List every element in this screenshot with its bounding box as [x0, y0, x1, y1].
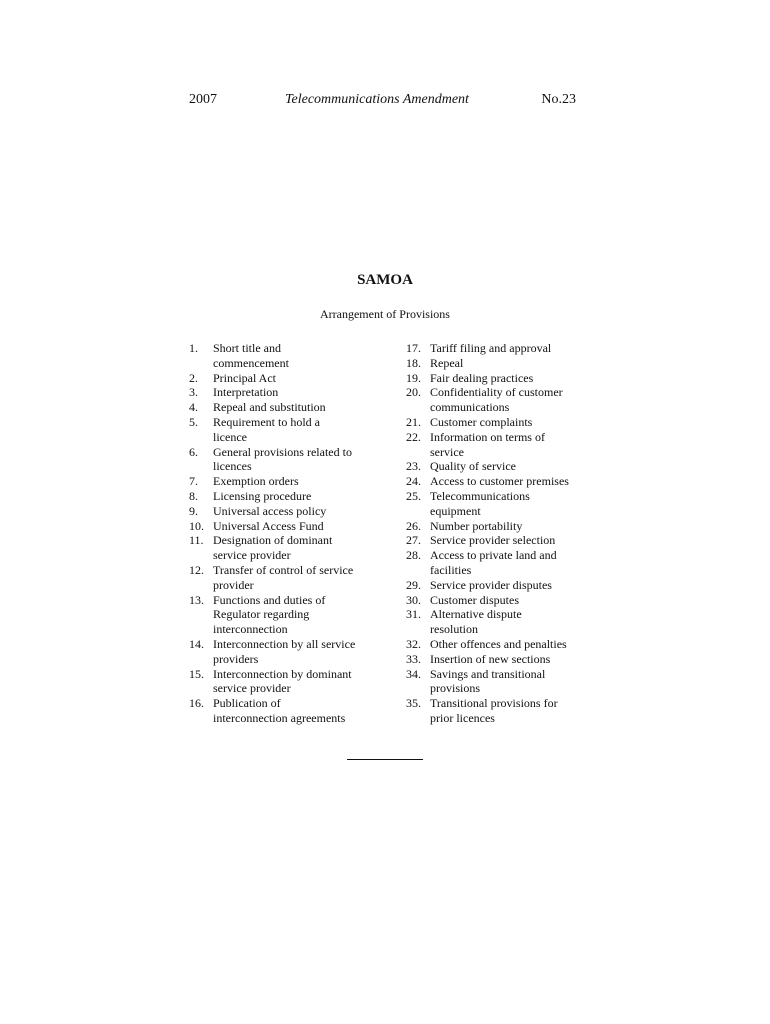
header-year: 2007 [189, 92, 217, 107]
header-title: Telecommunications Amendment [285, 92, 469, 107]
provision-title-line: service provider [213, 681, 291, 696]
provision-number: 18. [406, 355, 421, 370]
provision-number: 16. [189, 696, 204, 711]
provision-title-line: Customer complaints [430, 414, 533, 429]
provision-number: 22. [406, 429, 421, 444]
provision-item [406, 607, 586, 637]
provision-item [189, 637, 369, 667]
provision-title-line: Designation of dominant [213, 533, 333, 548]
provision-number: 32. [406, 636, 421, 651]
provision-title [213, 667, 369, 697]
provision-title [430, 548, 586, 578]
provision-item [406, 385, 586, 415]
provision-title-line: Alternative dispute [430, 607, 522, 622]
provision-item [189, 696, 369, 726]
provision-title-line: Transitional provisions for [430, 696, 558, 711]
provision-number: 7. [189, 474, 198, 489]
provision-title-line: Exemption orders [213, 474, 299, 489]
provision-number: 4. [189, 400, 198, 415]
provision-title [430, 696, 586, 726]
provision-title-line: Universal access policy [213, 503, 327, 518]
provision-title-line: Confidentiality of customer [430, 385, 563, 400]
provision-title [430, 356, 586, 371]
country-heading: SAMOA [357, 272, 413, 288]
provision-title [430, 593, 586, 608]
provision-title [213, 637, 369, 667]
provision-title-line: service [430, 444, 464, 459]
provision-title [213, 341, 369, 371]
provision-title-line: providers [213, 651, 259, 666]
page-header [189, 92, 576, 114]
provision-number: 23. [406, 459, 421, 474]
provision-title-line: Tariff filing and approval [430, 341, 552, 355]
provision-item [189, 489, 369, 504]
provision-title-line: provisions [430, 681, 481, 696]
provision-item [189, 474, 369, 489]
provision-number: 8. [189, 488, 198, 503]
provision-title [430, 607, 586, 637]
provision-title [430, 637, 586, 652]
provision-number: 6. [189, 444, 198, 459]
provision-title-line: Universal Access Fund [213, 518, 324, 533]
provision-item [406, 519, 586, 534]
provision-title [213, 489, 369, 504]
provision-title-line: Other offences and penalties [430, 636, 567, 651]
provision-item [406, 637, 586, 652]
provision-title [430, 415, 586, 430]
provision-item [406, 430, 586, 460]
provision-title-line: resolution [430, 622, 478, 637]
provision-title-line: Transfer of control of service [213, 562, 354, 577]
provision-item [189, 371, 369, 386]
provision-item [189, 385, 369, 400]
provision-title [213, 385, 369, 400]
provision-item [189, 667, 369, 697]
provision-item [189, 415, 369, 445]
provision-number: 27. [406, 533, 421, 548]
provision-title-line: provider [213, 577, 254, 592]
provision-title-line: Regulator regarding [213, 607, 310, 622]
provision-item [406, 459, 586, 474]
provision-title-line: Access to private land and [430, 548, 557, 563]
provision-title [213, 474, 369, 489]
provision-number: 28. [406, 548, 421, 563]
provision-number: 9. [189, 503, 198, 518]
provision-title-line: Licensing procedure [213, 488, 312, 503]
provision-title-line: interconnection agreements [213, 710, 346, 725]
provision-title-line: Telecommunications [430, 488, 530, 503]
provision-number: 21. [406, 414, 421, 429]
provision-number: 1. [189, 341, 198, 355]
arrangement-heading: Arrangement of Provisions [320, 307, 450, 321]
provision-title [213, 593, 369, 637]
provision-title-line: licence [213, 429, 247, 444]
provision-title [430, 371, 586, 386]
provision-number: 29. [406, 577, 421, 592]
provision-title-line: Repeal and substitution [213, 400, 326, 415]
provision-title [430, 430, 586, 460]
provision-item [406, 341, 586, 356]
provision-title-line: Service provider disputes [430, 577, 552, 592]
provision-title-line: licences [213, 459, 252, 474]
provision-title-line: Principal Act [213, 370, 276, 385]
provision-title-line: Short title and [213, 341, 281, 355]
provision-title-line: Savings and transitional [430, 666, 546, 681]
provision-title [430, 489, 586, 519]
provision-title-line: Fair dealing practices [430, 370, 534, 385]
provision-item [406, 415, 586, 430]
provision-number: 31. [406, 607, 421, 622]
header-act-number: No.23 [541, 92, 576, 107]
provision-item [406, 489, 586, 519]
provision-title-line: prior licences [430, 710, 495, 725]
provision-title-line: commencement [213, 355, 289, 370]
provision-title [213, 533, 369, 563]
provision-number: 10. [189, 518, 204, 533]
provision-number: 14. [189, 636, 204, 651]
provision-title [430, 533, 586, 548]
provision-title-line: Repeal [430, 355, 464, 370]
provision-item [189, 593, 369, 637]
provision-title-line: facilities [430, 562, 472, 577]
provision-item [189, 445, 369, 475]
provision-title-line: Service provider selection [430, 533, 556, 548]
provision-title [430, 519, 586, 534]
provision-title-line: Interconnection by dominant [213, 666, 352, 681]
provision-item [406, 474, 586, 489]
provision-number: 20. [406, 385, 421, 400]
provision-number: 17. [406, 341, 421, 355]
provision-title-line: interconnection [213, 622, 288, 637]
provision-title [430, 341, 586, 356]
provision-title [213, 563, 369, 593]
provision-number: 26. [406, 518, 421, 533]
provision-item [406, 593, 586, 608]
provision-item [406, 356, 586, 371]
provision-title-line: equipment [430, 503, 481, 518]
provision-title-line: Requirement to hold a [213, 414, 320, 429]
provision-title [430, 474, 586, 489]
provision-item [406, 652, 586, 667]
provisions-column-left [189, 341, 369, 726]
provision-item [406, 578, 586, 593]
provision-number: 2. [189, 370, 198, 385]
provision-item [406, 533, 586, 548]
provision-number: 24. [406, 474, 421, 489]
provision-number: 19. [406, 370, 421, 385]
closing-rule [347, 759, 423, 760]
provision-title [213, 400, 369, 415]
provision-item [406, 371, 586, 386]
provision-title [213, 445, 369, 475]
provision-title [213, 504, 369, 519]
provision-title [430, 385, 586, 415]
provisions-column-right [406, 341, 586, 726]
provision-title [430, 652, 586, 667]
provision-number: 12. [189, 562, 204, 577]
provision-title-line: Customer disputes [430, 592, 519, 607]
provision-item [189, 519, 369, 534]
provision-number: 13. [189, 592, 204, 607]
provision-title-line: General provisions related to [213, 444, 352, 459]
provision-item [406, 548, 586, 578]
provision-number: 3. [189, 385, 198, 400]
provision-item [189, 341, 369, 371]
provision-item [406, 696, 586, 726]
provision-title-line: Access to customer premises [430, 474, 569, 489]
provision-title [430, 459, 586, 474]
provision-number: 35. [406, 696, 421, 711]
provision-item [189, 533, 369, 563]
provision-number: 33. [406, 651, 421, 666]
provision-title-line: communications [430, 400, 510, 415]
provision-title [430, 667, 586, 697]
provision-number: 30. [406, 592, 421, 607]
provision-title [213, 371, 369, 386]
provision-title-line: Information on terms of [430, 429, 545, 444]
provision-number: 11. [189, 533, 204, 548]
provision-item [406, 667, 586, 697]
provision-number: 34. [406, 666, 421, 681]
provision-title [213, 696, 369, 726]
provision-title-line: Publication of [213, 696, 281, 711]
provision-title [213, 519, 369, 534]
provision-item [189, 400, 369, 415]
provision-title-line: Quality of service [430, 459, 516, 474]
provision-number: 5. [189, 414, 198, 429]
provision-title-line: Functions and duties of [213, 592, 326, 607]
provision-title-line: Number portability [430, 518, 523, 533]
provision-item [189, 563, 369, 593]
provision-title [430, 578, 586, 593]
provision-item [189, 504, 369, 519]
provision-number: 25. [406, 488, 421, 503]
provision-number: 15. [189, 666, 204, 681]
provision-title-line: Interpretation [213, 385, 279, 400]
provision-title-line: Insertion of new sections [430, 651, 551, 666]
provision-title [213, 415, 369, 445]
provision-title-line: Interconnection by all service [213, 636, 356, 651]
provision-title-line: service provider [213, 548, 291, 563]
